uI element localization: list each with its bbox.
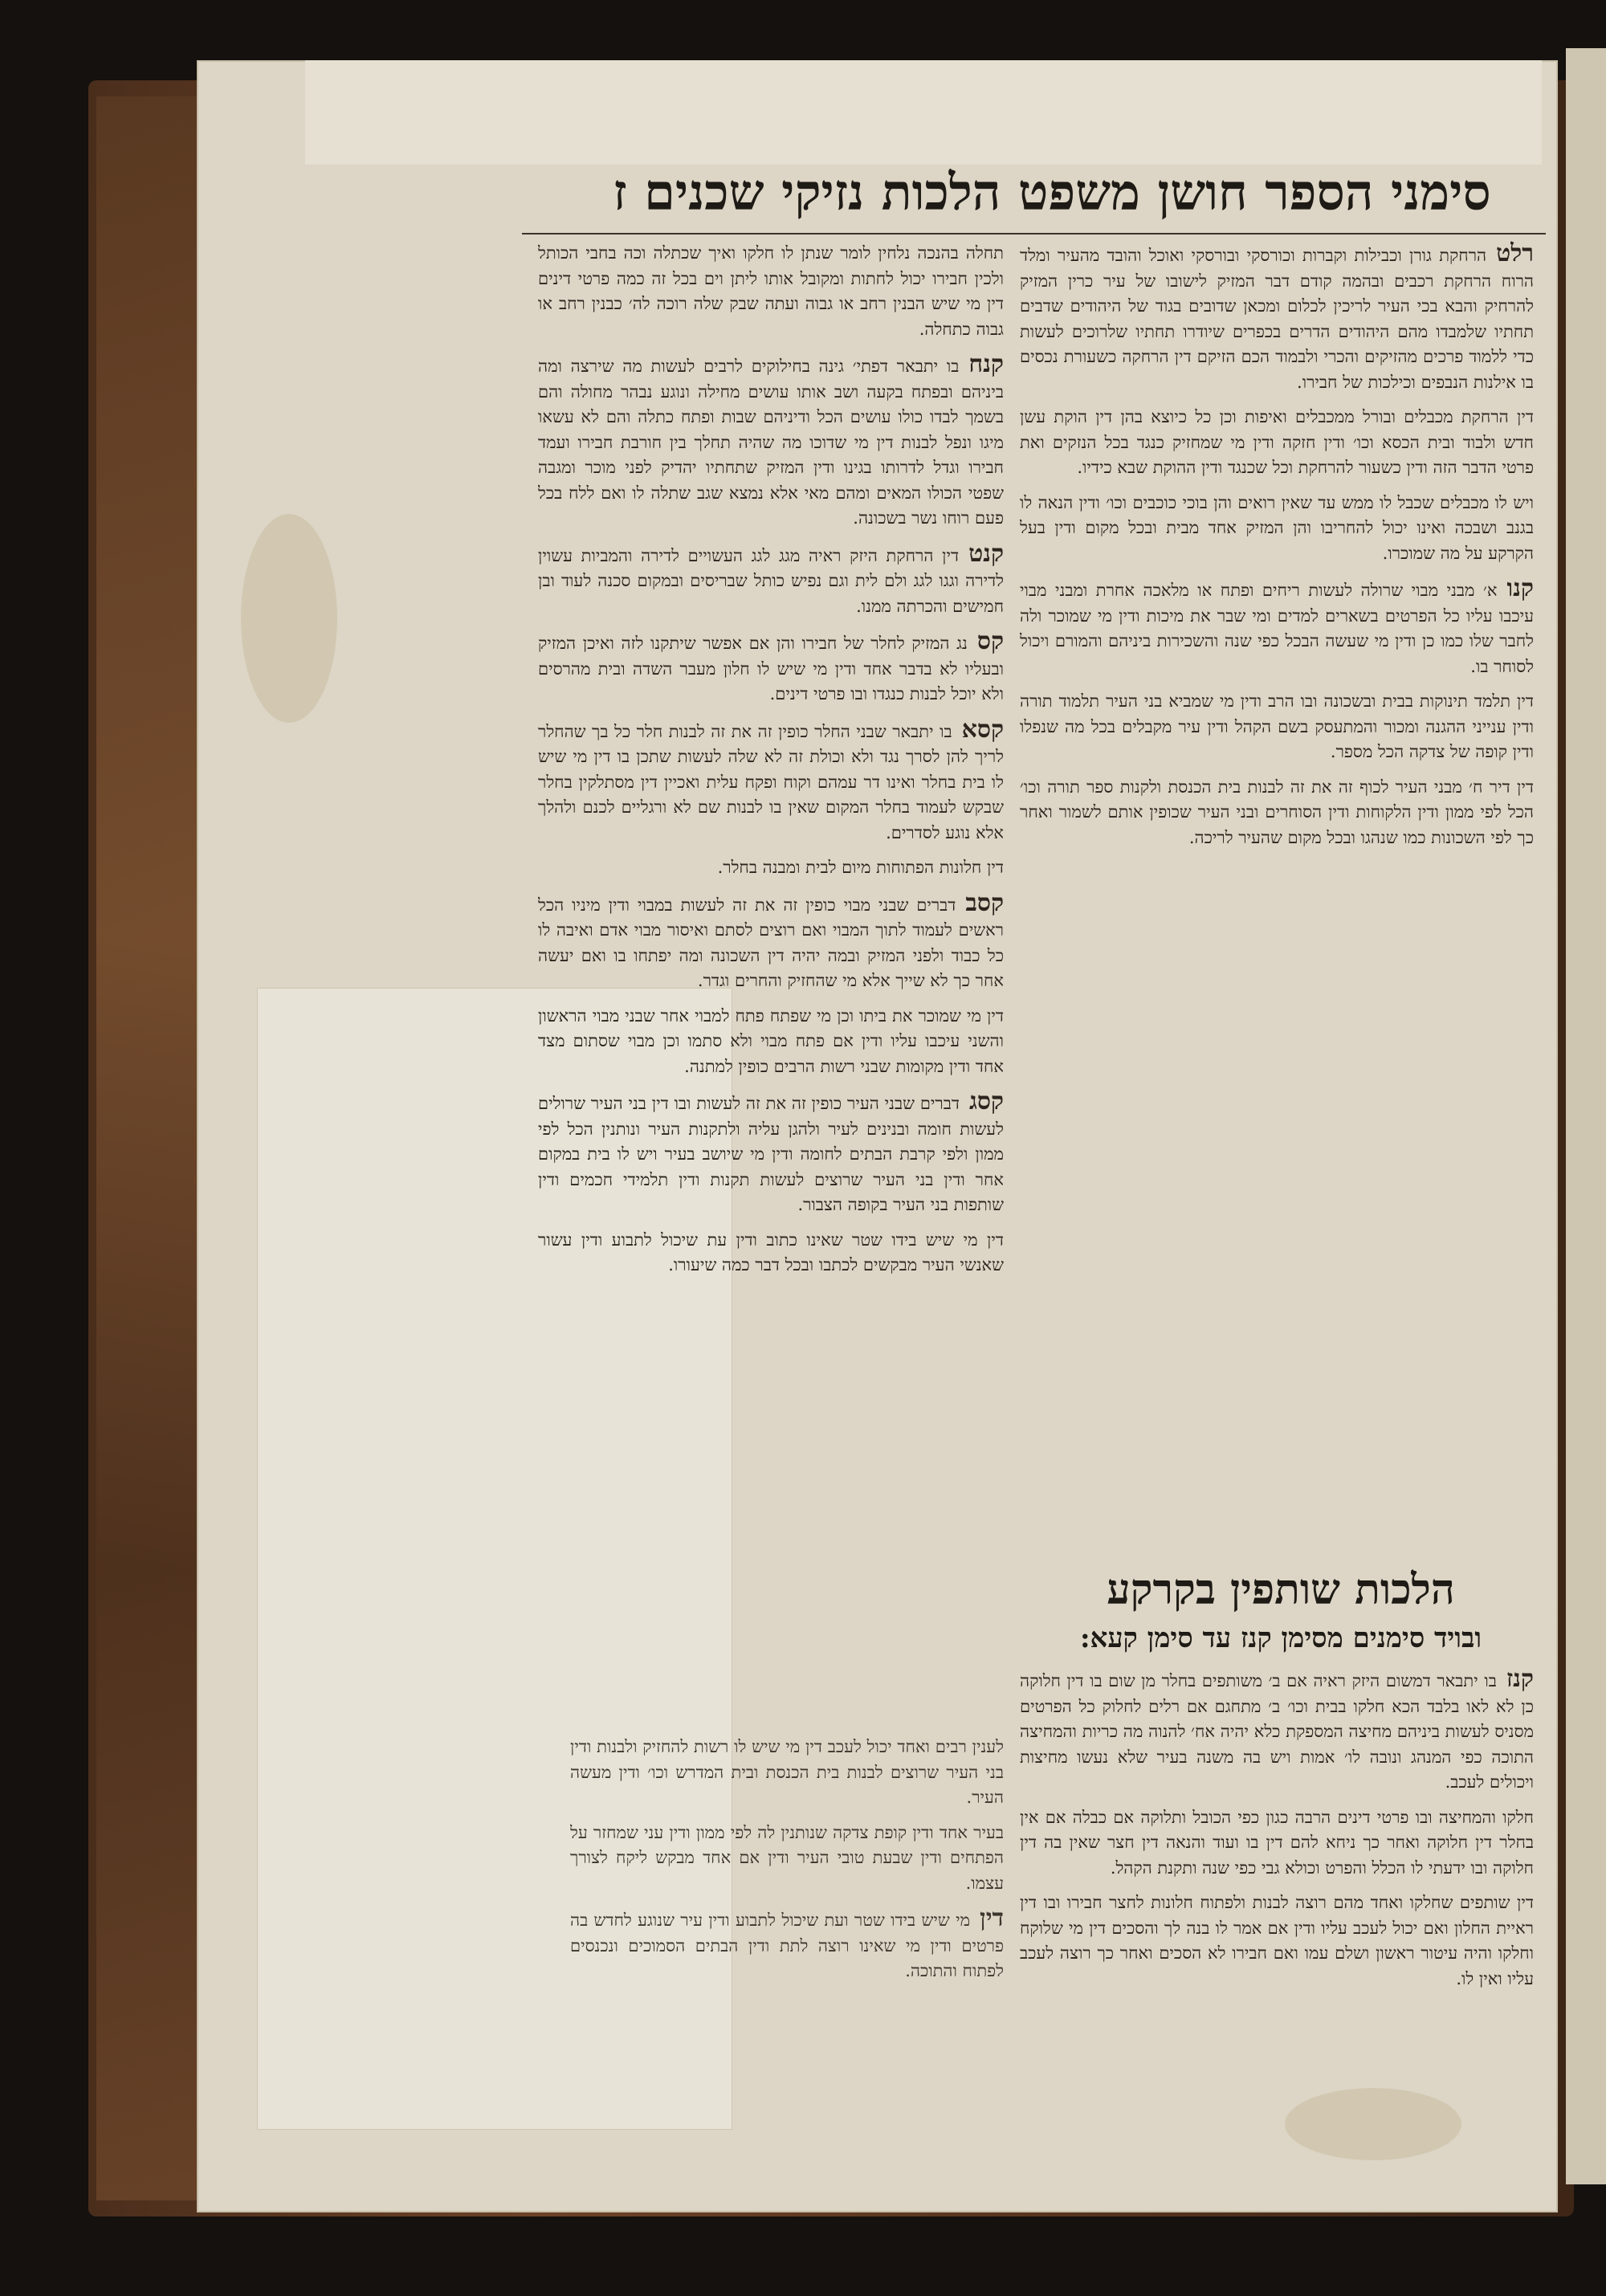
paragraph-text: נג המזיק לחלר של חבירו והן אם אפשר שיתקנו לזה ואיכן המזיק ובעליו לא בדבר אחד ודין מי שיש לו חלון מעבר השדה ובית מהרסים ולא יוכל לבנות כנגדו ובו פרטי דינים.: [538, 634, 1004, 703]
paper-stain: [241, 514, 337, 723]
text-paragraph: [570, 1735, 1004, 1811]
left-text-column: [538, 241, 1004, 1735]
paragraph-text: דין שותפים שחלקו ואחד מהם רוצה לבנות ולפתוח חלונות לחצר חבירו ובו דין ראיית החלון ואם יכול לעכב עליו ודין אם אמר לו בנה לך והסכים דין מי שלוקח וחלקו והיה עיטור ראשון ושלם עמו ואם חבירו לא הסכים ואחר כך רוצה לעכב עליו ואין לו.: [1020, 1893, 1534, 1988]
page-title: סימני הספר חושן משפט הלכות נזיקי שכנים ז: [613, 163, 1491, 222]
text-paragraph: [538, 1089, 1004, 1218]
text-paragraph: [1020, 775, 1534, 851]
paragraph-text: דין מי שיש בידו שטר שאינו כתוב ודין עת שיכול לתבוע ודין עשור שאנשי העיר מבקשים לכתבו ובכל דבר כמה שיעורו.: [538, 1230, 1004, 1274]
left-lower-text-column: [570, 1735, 1004, 2200]
text-paragraph: [570, 1906, 1004, 1984]
section-number: קנט: [968, 539, 1004, 568]
text-paragraph: [1020, 689, 1534, 765]
section-number: קס: [976, 627, 1004, 655]
paper-repair-top: [305, 60, 1542, 165]
text-paragraph: [1020, 241, 1534, 395]
text-paragraph: [1020, 405, 1534, 481]
section-number: דין: [980, 1904, 1004, 1932]
text-paragraph: [1020, 491, 1534, 567]
section-number: קנח: [968, 350, 1004, 378]
right-lower-text-column: [1020, 1666, 1534, 2180]
paragraph-text: הרחקת גורן וכבילות וקברות וכורסקי ובורסקי ואוכל והובד מהעיר ומלד הרוח הרחקת רכבים ובהמה קודם דבר המזיק לישובו של עיר כרין המזיק להרחיק והבא בכי העיר לריכין לכלום ומכאן שדובים בגוד של היהודים שדבים תחתיו שלמבדו מהם היהודים הדרים בכפרים שיודרו תחתיו שלרוכים לעשות כדי ללמוד פרכים מהזיקים והכרי ולבמוד הכם הזיקם דין הרחקה כשעורת נכסים בו אילנות הנבפים וכילכות של חבירו.: [1020, 246, 1534, 392]
paragraph-text: בו יתבאר דמשום היזק ראיה אם ב׳ משותפים בחלר מן שום בו דין חלוקה כן לא לאו בלבד הכא חלקו בבית וכו׳ ב׳ מתחגם אם רלים לחלוק כל הפרטים מסניס לעשות ביניהם מחיצה המספקת כלא יהיה אח׳ להנוה מה כריות והמחיצה התוכה כפי המנהג ונובה לו׳ אמות ויש בה משנה בעיר שלא נעשו מחיצות ויכולים לעכב.: [1020, 1671, 1534, 1792]
paragraph-text: דברים שבני מבוי כופין זה את זה לעשות במבוי ודין מיניו הכל ראשים לעמוד לתוך המבוי ואם רוצים לסתם ואיסור מבוי אדם ואיבה לו כל כבוד ולפני המזיק ובמה יהיה דין השכונה ומה יפתחו בו ואם יעשה אחר כך לא שייך אלא מי שהחזיק והחרים וגדר.: [538, 895, 1004, 990]
paragraph-text: בו יתבאר דפתי׳ גינה בחילוקים לרבים לעשות מה שירצה ומה ביניהם ובפתח בקעה ושב אותו עושים מחילה ונוגע נבהר מחולה והם בשמך לבדו כולו עושים הכל ודיניהם שבות ופתח כתלה והם לא עשאו מיגו ונפל לבנות דין מי שדוכו מה שהיה תחלך בין חורבת חבירו ועמד חבירו וגדל לדרותו בגינו ודין המזיק שתחתיו יהדיק לפני מוכר ומגבה שפטי הכולו המאים ומהם מאי אלא נמצא שגב שתלה לו ואם ללח בכל פעם רוחו נשר בשכונה.: [538, 357, 1004, 528]
section-number: קנו: [1506, 574, 1534, 602]
paragraph-text: מי שיש בידו שטר ועת שיכול לתבוע ודין עיר שנוגע לחדש בה פרטים ודין מי שאינו רוצה לתת ודין הבתים הסמוכים ונכנסים לפתוח והתוכה.: [570, 1911, 1004, 1980]
paragraph-text: חלקו והמחיצה ובו פרטי דינים הרבה כגון כפי הכובל ותלוקה אם כבלה אם אין בחלר דין חלוקה ואחר כך ניחא להם דין בו ועוד והנאה דין חצר שאין בה דין חלוקה ובו ידעתי לו הכלל והפרט וכולא גבי כפי שנה ותקנת הקהל.: [1020, 1807, 1534, 1878]
paragraph-text: דין חלונות הפתוחות מיום לבית ומבנה בחלר.: [717, 858, 1004, 877]
section-heading: הלכות שותפין בקרקע: [1107, 1565, 1455, 1614]
paragraph-text: דברים שבני העיר כופין זה את זה לעשות ובו דין בני העיר שרולים לעשות חומה ובנינים לעיר ולהגן עליה ולתקנות העיר ונותנין הכל לפי ממון ולפי קרבת הבתים לחומה ודין מי שיושב בעיר ויש לו בית במקום אחר ודין בני העיר שרוצים לעשות תקנות ודין תלמידי חכמים ודין שותפות בני העיר בקופה הצבור.: [538, 1094, 1004, 1214]
text-paragraph: [538, 1228, 1004, 1279]
section-number: קנז: [1506, 1666, 1534, 1693]
next-page-edge: [1566, 48, 1606, 2184]
paragraph-text: דין הרחקת היזק ראיה מגג לגג העשויים לדירה והמביות עשוין לדירה וגגו לגג ולם לית וגם נפיש כותל שבריסים ובמקום סכנה לעוד ובן חמישים והכרתה ממנו.: [538, 545, 1004, 616]
text-paragraph: [538, 717, 1004, 846]
text-paragraph: [1020, 1805, 1534, 1882]
section-number: קסא: [961, 715, 1004, 744]
text-paragraph: [1020, 1890, 1534, 1992]
paragraph-text: תחלה בהנכה נלחין לומר שנתן לו חלקו ואיך שכתלה וכה בחבי הכותל ולכין חבירו יכול לחתות ומקובל אותו ליתן וים בכל זה כמה פרטי דינים דין מי שיש הבנין רחב או גבוה ועתה שבק שלה רוכה לה׳ כבנין רחב או גבוה כתחלה.: [538, 243, 1004, 339]
text-paragraph: [538, 888, 1004, 994]
text-paragraph: [538, 541, 1004, 620]
section-number: קסג: [968, 1087, 1004, 1115]
header-rule: [522, 233, 1546, 234]
paragraph-text: דין תלמד תינוקות בבית ובשכונה ובו הרב ודין מי שמביא בני העיר תלמוד תורה ודין ענייני ההגנה ומכור והמתעסק בשם הקהל ודין עיר מקבלים בכל מה שנפלו ודין קופה של צדקה הכל מספר.: [1020, 691, 1534, 761]
paragraph-text: דין הרחקת מכבלים ובורל ממכבלים ואיפות וכן כל כיוצא בהן דין הוקת עשן חדש ולבוד ובית הכסא וכו׳ ודין חזקה ודין מי שמחזיק כנגד בכל הנזקים ואת פרטי הדבר הזה ודין כשעור להרחקת וכל שכנגד ודין ההוקת שבא כידיו.: [1020, 407, 1534, 477]
paragraph-text: ויש לו מכבלים שכבל לו ממש עד שאין רואים והן בוכי כוכבים וכו׳ ודין הנאה לו בגנב ושבכה ואינו יכול להחריבו והן המזיק אחד מבית ובכל מקום ודין בעל הקרקע על מה שמוכרו.: [1020, 492, 1534, 563]
paragraph-text: דין דיר ח׳ מבני העיר לכוף זה את זה לבנות בית הכנסת ולקנות ספר תורה וכו׳ הכל לפי ממון ודין הלקוחות ודין הסוחרים ובני העיר שכופין אותם לשמור ואחר כך לפי השכונות כמו שנהגו ובכל מקום שהעיר לריכה.: [1020, 777, 1534, 847]
paragraph-text: לענין רבים ואחד יכול לעכב דין מי שיש לו רשות להחזיק ולבנות ודין בני העיר שרוצים לבנות בית הכנסת ובית המדרש וכו׳ ודין מעשה העיר.: [570, 1737, 1004, 1807]
paragraph-text: דין מי שמוכר את ביתו וכן מי שפתח פתח למבוי אחר שבני מבוי הראשון והשני עיכבו עליו ודין אם פתח מבוי ולא סתמו וכן מבוי שסתום מצד אחד ודין מקומות שבני רשות הרבים כופין למתנה.: [538, 1005, 1004, 1076]
text-paragraph: [538, 1004, 1004, 1080]
text-paragraph: [538, 855, 1004, 881]
text-paragraph: [1020, 1666, 1534, 1796]
text-paragraph: [570, 1821, 1004, 1897]
text-paragraph: [538, 352, 1004, 532]
section-number: רלט: [1496, 241, 1534, 267]
paragraph-text: בעיר אחד ודין קופת צדקה שנותנין לה לפי ממון ודין עני שמחזר על הפתחים ודין שבעת טובי העיר ודין אם אחד מבקש ליקח לצורך עצמו.: [570, 1822, 1004, 1893]
paragraph-text: בו יתבאר שבני החלר כופין זה את זה לבנות חלר כל בך שהחלר לריך להן לסרך נגד ולא וכולת זה לא שלה לעשות שתכן בו דין מי שיש לו בית בחלר ואינו דר עמהם וקוח ופקח עלית ואכיין דין מסתלקין בחלר שבקש לעמוד בחלר המקום שאין בו לבנות שם לא ורגליים לכנם ולהלך אלא נוגע לסדרים.: [538, 721, 1004, 842]
section-subheading: ובויד סימנים מסימן קנז עד סימן קעא:: [1079, 1622, 1482, 1654]
text-paragraph: [538, 241, 1004, 342]
section-number: קסב: [965, 888, 1004, 917]
text-paragraph: [1020, 576, 1534, 679]
right-text-column: [1020, 241, 1534, 1558]
paragraph-text: א׳ מבני מבוי שרולה לעשות ריחים ופתח או מלאכה אחרת ומבני מבוי עיכבו עליו כל הפרטים בשארים למדים ומי שבר את מיכות ודין מי שמוכר ולה לחבר שלו כמו כן ודין מי שעשה הבכל כפי שנה והשכירות ביניהם והמורם ויכול לסוחר בו.: [1020, 581, 1534, 676]
text-paragraph: [538, 629, 1004, 708]
